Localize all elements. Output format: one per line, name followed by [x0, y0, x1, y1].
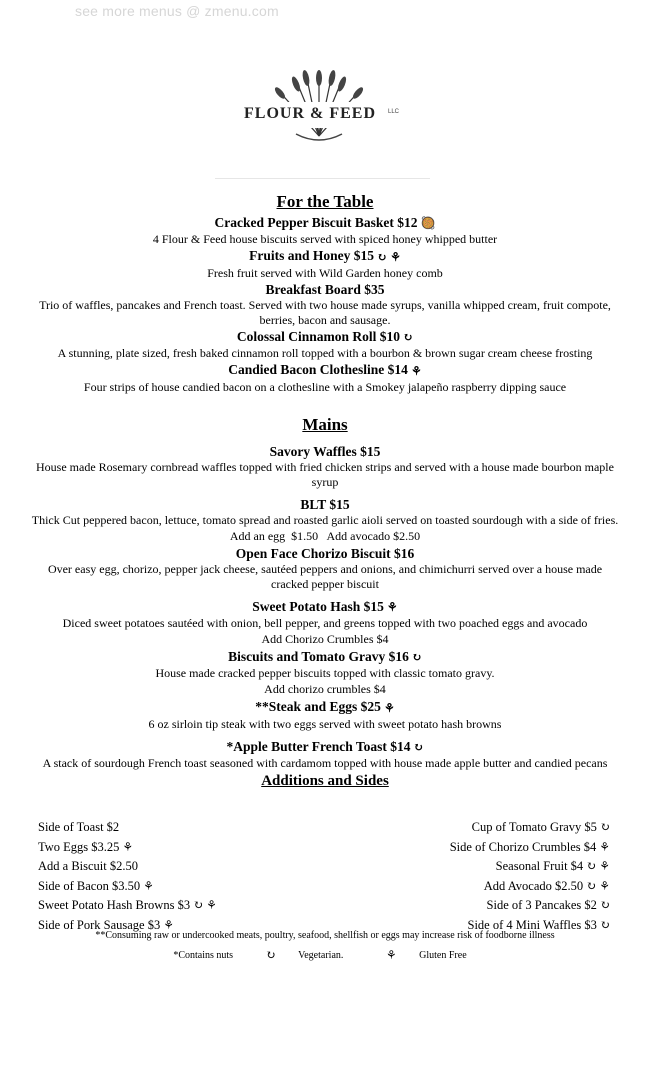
menu-item-desc: House made Rosemary cornbread waffles topped with fried chicken strips and served with a house made bourbon maple syrup — [36, 459, 614, 489]
sides-left-column — [38, 818, 298, 935]
menu-item-desc: 6 oz sirloin tip steak with two eggs served with sweet potato hash browns — [148, 716, 502, 731]
menu-item-desc: A stack of sourdough French toast seasoned with cardamom topped with house made apple butter and candied pecans — [42, 756, 608, 771]
menu-item-desc: Four strips of house candied bacon on a clothesline with a Smokey jalapeño raspberry dipping sauce — [83, 379, 567, 394]
gluten-free-icon: ⚘ — [206, 898, 217, 913]
side-item: Side of Toast $2 — [38, 820, 120, 834]
menu-item-desc: Diced sweet potatoes sautéed with onion, bell pepper, and greens topped with two poached eggs and avocado — [62, 616, 588, 631]
menu-item-name: Candied Bacon Clothesline $14 ⚘ — [228, 362, 422, 378]
menu-item-name: Biscuits and Tomato Gravy $16 ↻ — [228, 649, 422, 665]
gluten-free-icon: ⚘ — [599, 878, 610, 893]
dietary-legend — [0, 948, 650, 963]
gluten-free-icon: ⚘ — [599, 859, 610, 874]
menu-item-name: Open Face Chorizo Biscuit $16 — [235, 545, 415, 561]
gluten-free-icon: ⚘ — [390, 249, 401, 264]
watermark[interactable]: see more menus @ zmenu.com — [75, 3, 279, 19]
vegetarian-icon: ↻ — [403, 330, 414, 345]
menu-item-desc: Fresh fruit served with Wild Garden honey comb — [207, 265, 443, 280]
sides-right-column — [360, 818, 610, 935]
section-title-for-the-table: For the Table — [276, 192, 374, 211]
legend-vegetarian: ↻ Vegetarian. — [265, 948, 344, 962]
side-item: Add Avocado $2.50 ↻ ⚘ — [360, 877, 610, 897]
vegetarian-icon: ↻ — [599, 820, 610, 835]
logo-wordmark: FLOUR & FEED — [244, 105, 376, 122]
logo-llc: LLC — [388, 109, 400, 115]
vegetarian-icon: ↻ — [586, 859, 597, 874]
gluten-free-icon: ⚘ — [385, 948, 397, 962]
side-item: Two Eggs $3.25 ⚘ — [38, 838, 298, 858]
menu-item-name: Breakfast Board $35 — [265, 281, 385, 297]
vegetarian-icon: ↻ — [599, 917, 610, 932]
menu-item-name: *Apple Butter French Toast $14 ↻ — [226, 738, 424, 755]
menu-item-desc: Trio of waffles, pancakes and French toast. Served with two house made syrups, vanilla whipped cream, fruit compote, berries, bacon and sausage. — [39, 297, 611, 327]
menu-item-desc: House made cracked pepper biscuits topped with classic tomato gravy. — [155, 666, 495, 681]
side-item: Cup of Tomato Gravy $5 ↻ — [360, 818, 610, 838]
menu-item-desc: A stunning, plate sized, fresh baked cinnamon roll topped with a bourbon & brown sugar cream cheese frosting — [57, 346, 593, 361]
side-item: Side of Pork Sausage $3 ⚘ — [38, 916, 298, 936]
menu-item-name: Sweet Potato Hash $15 ⚘ — [252, 598, 398, 615]
vegetarian-icon: ↻ — [193, 898, 204, 913]
vegetarian-icon: ↻ — [413, 740, 424, 755]
gluten-free-icon: ⚘ — [122, 839, 134, 854]
menu-item-desc: Thick Cut peppered bacon, lettuce, tomato spread and roasted garlic aioli served on toasted sourdough with a side of fries. — [31, 512, 619, 527]
side-item: Side of Bacon $3.50 ⚘ — [38, 877, 298, 897]
vegetarian-icon: 🥘 — [420, 216, 436, 231]
side-item: Side of Chorizo Crumbles $4 ⚘ — [360, 838, 610, 858]
vegetarian-icon: ↻ — [411, 650, 422, 665]
gluten-free-icon: ⚘ — [386, 600, 398, 615]
side-item: Seasonal Fruit $4 ↻ ⚘ — [360, 857, 610, 877]
menu-item-addon: Add an egg $1.50 Add avocado $2.50 — [229, 528, 421, 543]
menu-item-name: **Steak and Eggs $25 ⚘ — [255, 699, 395, 715]
gluten-free-icon: ⚘ — [410, 363, 422, 378]
divider — [215, 178, 430, 179]
legend-gluten-free: ⚘ Gluten Free — [385, 948, 467, 962]
section-title-mains: Mains — [302, 414, 348, 434]
vegetarian-icon: ↻ — [265, 948, 276, 962]
menu-item-desc: Over easy egg, chorizo, pepper jack cheese, sautéed peppers and onions, and chimichurri served over a house made cracked pepper biscuit — [47, 561, 603, 591]
vegetarian-icon: ↻ — [586, 878, 597, 893]
vegetarian-icon: ↻ — [377, 249, 388, 264]
menu-item-desc: 4 Flour & Feed house biscuits served with spiced honey whipped butter — [152, 232, 498, 247]
foodborne-illness-footnote: **Consuming raw or undercooked meats, poultry, seafood, shellfish or eggs may increase risk of foodborne illness — [95, 930, 555, 941]
legend-nuts: *Contains nuts — [173, 949, 234, 961]
gluten-free-icon: ⚘ — [599, 839, 610, 854]
gluten-free-icon: ⚘ — [163, 917, 174, 932]
menu-item-addon: Add chorizo crumbles $4 — [264, 682, 386, 697]
side-item: Add a Biscuit $2.50 — [38, 859, 138, 873]
menu-body — [0, 190, 650, 791]
menu-item-name: Fruits and Honey $15 ↻ ⚘ — [249, 248, 401, 264]
menu-item-name: Colossal Cinnamon Roll $10 ↻ — [236, 328, 414, 345]
menu-item-addon: Add Chorizo Crumbles $4 — [261, 632, 389, 647]
side-item: Side of 3 Pancakes $2 ↻ — [360, 896, 610, 916]
vegetarian-icon: ↻ — [599, 898, 610, 913]
side-item: Side of 4 Mini Waffles $3 ↻ — [360, 916, 610, 936]
side-item: Sweet Potato Hash Browns $3 ↻ ⚘ — [38, 896, 298, 916]
section-title-additions-and-sides: Additions and Sides — [261, 773, 389, 790]
gluten-free-icon: ⚘ — [143, 878, 154, 893]
menu-item-name: BLT $15 — [300, 496, 350, 512]
menu-item-name: Cracked Pepper Biscuit Basket $12 🥘 — [214, 215, 436, 231]
gluten-free-icon: ⚘ — [383, 700, 395, 715]
menu-item-name: Savory Waffles $15 — [269, 443, 381, 459]
flour-and-feed-logo — [236, 66, 402, 152]
